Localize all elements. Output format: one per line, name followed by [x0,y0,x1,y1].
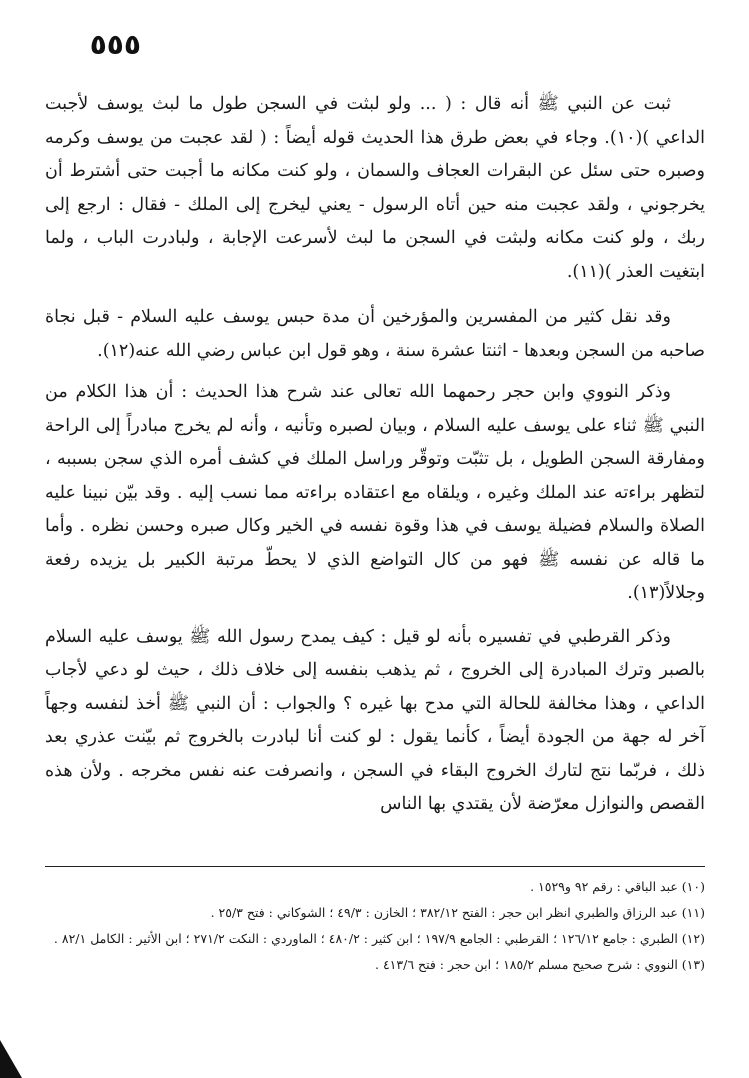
page-corner-mark [0,1040,22,1078]
body-text [45,88,705,834]
paragraph: وذكر النووي وابن حجر رحمهما الله تعالى عند شرح هذا الحديث : أن هذا الكلام من النبي ﷺ ثناء على يوسف عليه السلام ، وبيان لصبره وتأنيه ، وأنه لم يخرج مبادراً إلى الراحة ومفارقة السجن الطويل ، بل تثبّت وتوقّر وراسل الملك في كشف أمره الذي سجن بسببه ، لتظهر براءته عند الملك وغيره ، ويلقاه مع اعتقاده براءته مما نسب إليه . وقد بيّن نبينا عليه الصلاة والسلام فضيلة يوسف في هذا وقوة نفسه في الخير وكال صبره وحسن نظره . وأما ما قاله عن نفسه ﷺ فهو من كال التواضع الذي لا يحطّ مرتبة الكبير بل يزيده رفعة وجلالاً(١٣). [45,382,705,603]
footnotes [45,874,705,978]
page-number: ٥٥٥ [89,28,141,61]
footnote-divider [45,866,705,867]
footnote: (١٣) النووي : شرح صحيح مسلم ١٨٥/٢ ؛ ابن حجر : فتح ٤١٣/٦ . [375,957,705,972]
footnote: (١٠) عبد الباقي : رقم ٩٢ و١٥٢٩ . [530,879,705,894]
footnote: (١١) عبد الرزاق والطبري انظر ابن حجر : الفتح ٣٨٢/١٢ ؛ الخازن : ٤٩/٣ ؛ الشوكاني : فتح ٢٥/٣ . [210,905,705,920]
paragraph: وذكر القرطبي في تفسيره بأنه لو قيل : كيف يمدح رسول الله ﷺ يوسف عليه السلام بالصبر وترك المبادرة إلى الخروج ، ثم يذهب بنفسه إلى خلاف ذلك ، حيث لو دعي لأجاب الداعي ، وهذا مخالفة للحالة التي مدح بها غيره ؟ والجواب : أن النبي ﷺ أخذ لنفسه وجهاً آخر له جهة من الجودة أيضاً ، كأنما يقول : لو كنت أنا لبادرت بالخروج ثم بيّنت عذري بعد ذلك ، فربّما نتج لتارك الخروج البقاء في السجن ، وانصرفت عنه نفس مخرجه . ولأن هذه القصص والنوازل معرّضة لأن يقتدي بها الناس [45,626,705,814]
paragraph: وقد نقل كثير من المفسرين والمؤرخين أن مدة حبس يوسف عليه السلام - قبل نجاة صاحبه من السجن وبعدها - اثنتا عشرة سنة ، وهو قول ابن عباس رضي الله عنه(١٢). [45,307,705,361]
footnote: (١٢) الطبري : جامع ١٢٦/١٢ ؛ القرطبي : الجامع ١٩٧/٩ ؛ ابن كثير : ٤٨٠/٢ ؛ الماوردي : النكت ٢٧١/٢ ؛ ابن الأثير : الكامل ٨٢/١ . [53,931,705,946]
paragraph: ثبت عن النبي ﷺ أنه قال : ( ... ولو لبثت في السجن طول ما لبث يوسف لأجبت الداعي )(١٠). وجاء في بعض طرق هذا الحديث قوله أيضاً : ( لقد عجبت من يوسف وكرمه وصبره حتى سئل عن البقرات العجاف والسمان ، ولو كنت مكانه ما أجبت حتى أشترط أن يخرجوني ، ولقد عجبت منه حين أتاه الرسول - يعني ليخرج إلى الملك - فقال : ارجع إلى ربك ، ولو كنت مكانه ولبثت في السجن ما لبث لأسرعت الإجابة ، ولبادرت الباب ، ولما ابتغيت العذر )(١١). [45,94,705,282]
